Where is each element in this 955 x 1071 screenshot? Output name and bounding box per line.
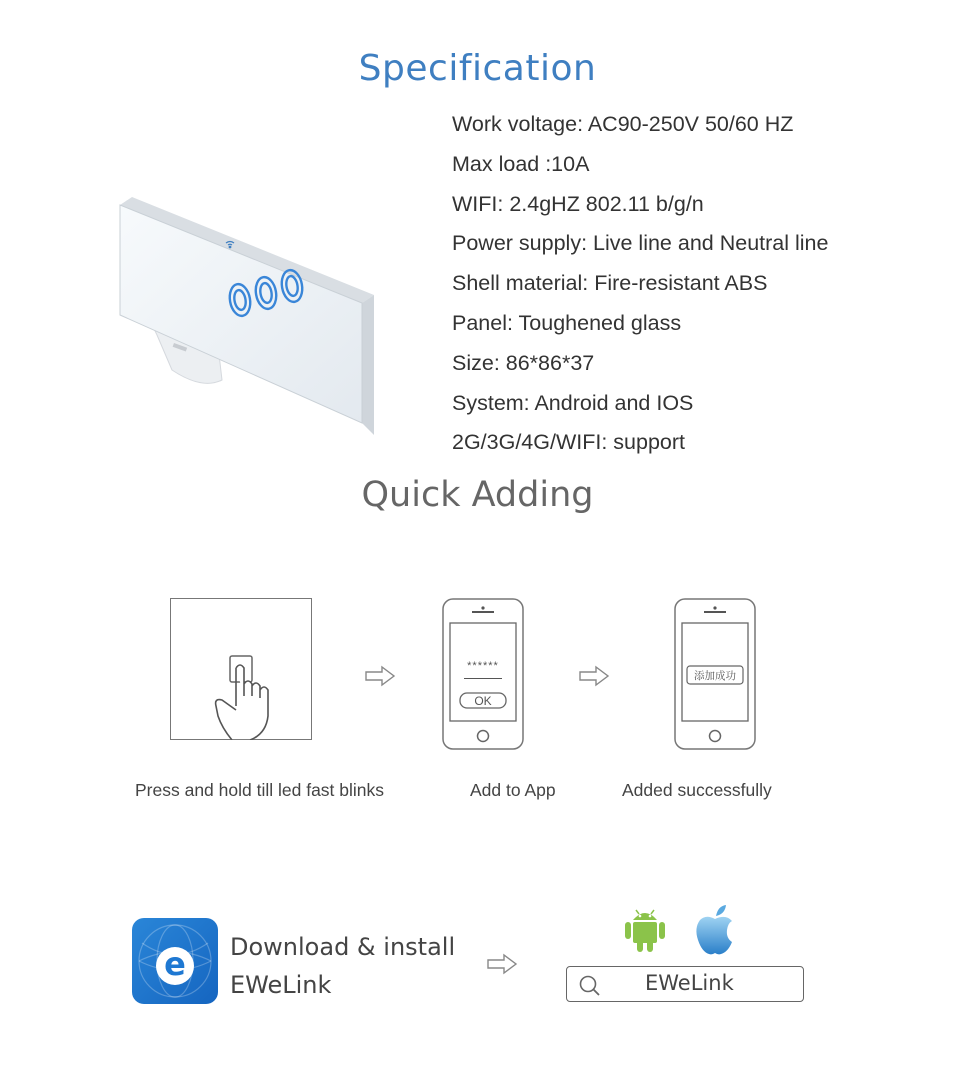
ok-button: OK	[474, 694, 492, 708]
spec-item: Size: 86*86*37	[452, 350, 595, 375]
ewelink-app-icon	[132, 918, 218, 1004]
success-screen-text: 添加成功	[694, 670, 736, 682]
app-icon-letter: e	[164, 945, 186, 983]
spec-item: Shell material: Fire-resistant ABS	[452, 271, 768, 296]
specification-list	[452, 108, 828, 466]
spec-item: System: Android and IOS	[452, 390, 694, 415]
password-text: ******	[467, 660, 499, 672]
spec-item: WIFI: 2.4gHZ 802.11 b/g/n	[452, 191, 704, 216]
spec-item: Power supply: Live line and Neutral line	[452, 231, 829, 256]
quick-adding-title: Quick Adding	[361, 475, 594, 515]
download-line1: Download & install	[230, 933, 456, 961]
spec-item: Panel: Toughened glass	[452, 310, 682, 335]
arrow-right-icon	[486, 953, 518, 975]
phone-password-icon	[442, 598, 524, 750]
phone-success-icon	[674, 598, 756, 750]
android-icon	[622, 906, 668, 956]
download-text	[230, 928, 455, 1004]
specification-title: Specification	[358, 48, 597, 89]
search-text: EWeLink	[645, 971, 734, 995]
app-store-search-box	[566, 966, 804, 1002]
step-label-add: Add to App	[470, 780, 556, 800]
spec-item: Work voltage: AC90-250V 50/60 HZ	[452, 112, 794, 136]
apple-icon	[694, 904, 736, 956]
switch-panel-image	[112, 195, 402, 435]
arrow-right-icon	[578, 665, 610, 687]
hand-press-icon	[170, 598, 312, 740]
arrow-right-icon	[364, 665, 396, 687]
spec-item: Max load :10A	[452, 151, 590, 176]
switch-panel-outline	[170, 598, 312, 740]
search-icon	[577, 972, 603, 998]
spec-item: 2G/3G/4G/WIFI: support	[452, 430, 685, 455]
download-line2: EWeLink	[230, 971, 332, 999]
step-label-press: Press and hold till led fast blinks	[135, 780, 385, 800]
step-label-success: Added successfully	[622, 780, 772, 800]
